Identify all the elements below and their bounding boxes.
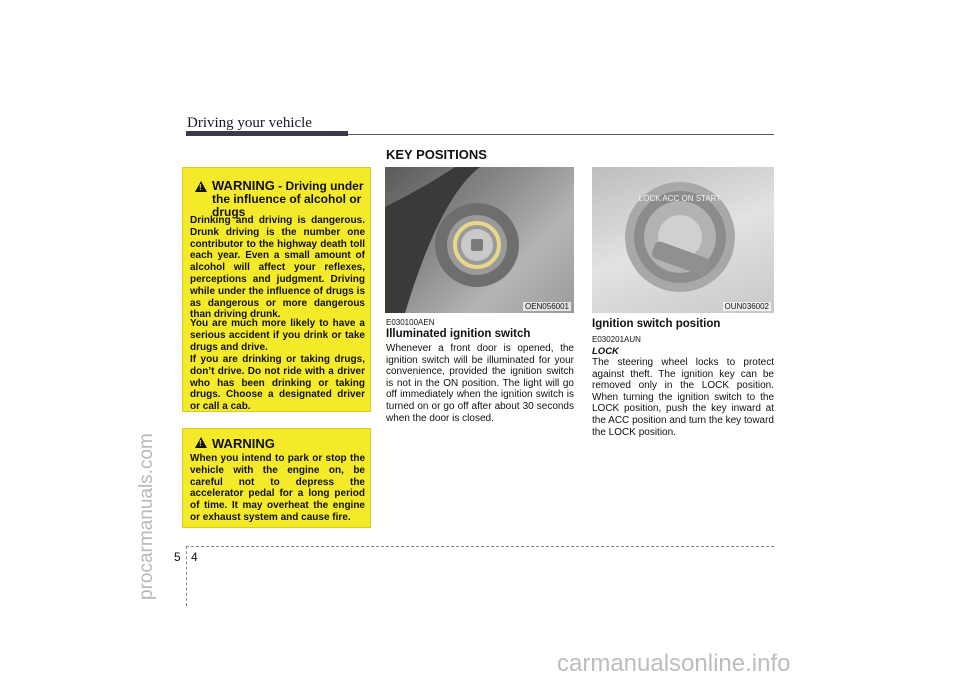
subsection-heading: Ignition switch position xyxy=(592,318,721,330)
warning-label: WARNING xyxy=(212,436,275,451)
header-rule xyxy=(348,134,774,135)
illuminated-body: Whenever a front door is opened, the ignition switch will be illuminated for your convenience, provided the ignition switch is not in the ON position. The light will go off immediately when the ignition switch is turned on or go off after about 30 seconds when the door is closed. xyxy=(386,343,574,424)
section-code: E030100AEN xyxy=(386,318,435,327)
photo-label: OUN036002 xyxy=(724,302,769,311)
warning-box-alcohol xyxy=(182,167,371,412)
footer-rule xyxy=(186,546,774,547)
page-number: 4 xyxy=(191,550,198,564)
warning-subtitle-2: the influence of alcohol or xyxy=(212,192,362,206)
page-section-number: 5 xyxy=(174,550,181,564)
ring-text: LOCK ACC ON START xyxy=(638,194,722,203)
subsection-heading: Illuminated ignition switch xyxy=(386,328,531,340)
warning-label: WARNING xyxy=(212,178,275,193)
warning-body-1: Drinking and driving is dangerous. Drunk driving is the number one contributor to the highway death toll each year. Even a small amount of alcohol will affect your reflexes, perceptions and judgment. Driving while under the influence of drugs is as dangerous or more dangerous than driving drunk. xyxy=(190,215,365,321)
ignition-illuminated-image xyxy=(385,167,574,313)
ignition-photo-positions xyxy=(592,167,774,313)
photo-label: OEN056001 xyxy=(524,302,569,311)
ignition-switch-image xyxy=(592,167,774,313)
watermark-bottom: carmanualsonline.info xyxy=(557,650,791,677)
section-title: KEY POSITIONS xyxy=(386,147,487,162)
page-header-title: Driving your vehicle xyxy=(187,115,312,131)
warning-title xyxy=(212,179,367,219)
header-bar xyxy=(186,131,348,136)
warning-subtitle-3: drugs xyxy=(212,205,246,219)
warning-icon: ! xyxy=(195,437,207,448)
position-subheading: LOCK xyxy=(592,346,619,357)
watermark-left: procarmanuals.com xyxy=(136,433,157,600)
warning-title xyxy=(212,437,275,451)
lock-body: The steering wheel locks to protect against theft. The ignition key can be removed only in the LOCK position. When turning the ignition switch to the LOCK position, push the key inward at the ACC position and turn the key toward the LOCK position. xyxy=(592,357,774,438)
footer-divider xyxy=(186,546,187,606)
warning-body-2: You are much more likely to have a serious accident if you drink or take drugs and drive. xyxy=(190,318,365,353)
ignition-photo-illuminated xyxy=(385,167,574,313)
warning-box-park xyxy=(182,428,371,528)
warning-body-3: If you are drinking or taking drugs, don’t drive. Do not ride with a driver who has been drinking or taking drugs. Choose a designated driver or call a cab. xyxy=(190,354,365,413)
warning-icon: ! xyxy=(195,181,207,192)
warning-body: When you intend to park or stop the vehicle with the engine on, be careful not to depress the accelerator pedal for a long period of time. It may overheat the engine or exhaust system and cause fire. xyxy=(190,453,365,523)
warning-subtitle-1: - Driving under xyxy=(274,179,364,193)
section-code: E030201AUN xyxy=(592,335,641,344)
